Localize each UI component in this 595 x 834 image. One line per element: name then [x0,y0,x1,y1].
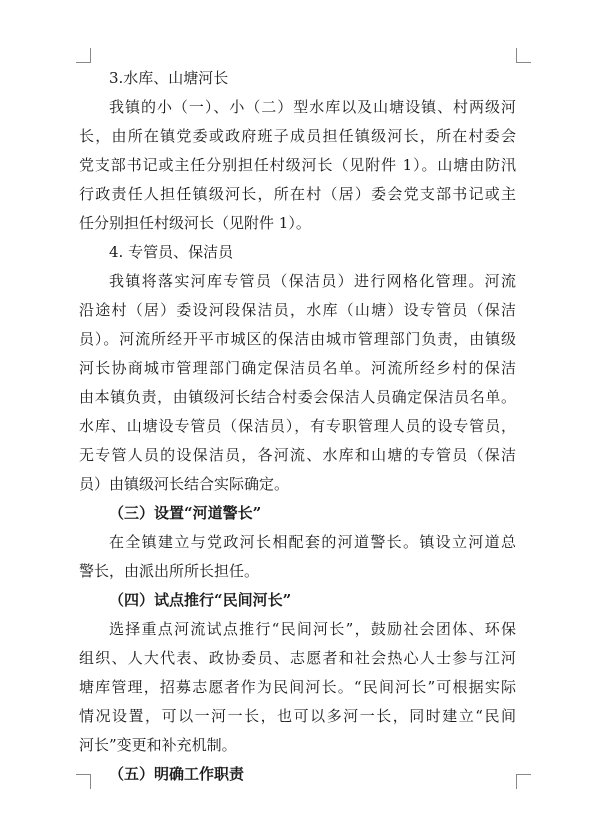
paragraph-line: 水库、山塘设专管员（保洁员），有专职管理人员的设专管员， [79,417,516,435]
section-heading-river-police: （三）设置“河道警长” [109,504,262,522]
crop-mark-top-left [76,48,91,63]
paragraph-line: 塘库管理，招募志愿者作为民间河长。“民间河长”可根据实际 [79,678,516,696]
section-heading-civil-river-chief: （四）试点推行“民间河长” [109,591,292,609]
paragraph-line: 我镇的小（一）、小（二）型水库以及山塘设镇、村两级河 [109,98,516,116]
subheading-reservoir-chief: 3.水库、山塘河长 [109,69,229,87]
document-body [79,64,516,789]
crop-mark-bottom-right [516,774,531,789]
paragraph-line: 组织、人大代表、政协委员、志愿者和社会热心人士参与江河 [79,649,516,667]
paragraph-line: 河长”变更和补充机制。 [79,736,237,754]
paragraph-line: 我镇将落实河库专管员（保洁员）进行网格化管理。河流 [109,272,516,290]
paragraph-line: 在全镇建立与党政河长相配套的河道警长。镇设立河道总 [109,533,516,551]
subheading-specialist-cleaner: 4. 专管员、保洁员 [109,243,234,261]
crop-mark-top-right [516,48,531,63]
paragraph-line: 由本镇负责，由镇级河长结合村委会保洁人员确定保洁员名单。 [79,388,516,406]
paragraph-line: 情况设置，可以一河一长，也可以多河一长，同时建立“民间 [79,707,516,725]
paragraph-line: 员）由镇级河长结合实际确定。 [79,475,290,493]
paragraph-line: 行政责任人担任镇级河长，所在村（居）委会党支部书记或主 [79,185,516,203]
paragraph-line: 党支部书记或主任分别担任村级河长（见附件 1）。山塘由防汛 [79,156,516,174]
paragraph-line: 长，由所在镇党委或政府班子成员担任镇级河长，所在村委会 [79,127,516,145]
paragraph-line: 无专管人员的设保洁员，各河流、水库和山塘的专管员（保洁 [79,446,516,464]
paragraph-line: 选择重点河流试点推行“民间河长”，鼓励社会团体、环保 [109,620,516,638]
paragraph-line: 警长，由派出所所长担任。 [79,562,260,580]
section-heading-work-duties: （五）明确工作职责 [109,765,245,783]
paragraph-line: 河长协商城市管理部门确定保洁员名单。河流所经乡村的保洁 [79,359,516,377]
paragraph-line: 沿途村（居）委设河段保洁员，水库（山塘）设专管员（保洁 [79,301,516,319]
paragraph-line: 员）。河流所经开平市城区的保洁由城市管理部门负责，由镇级 [79,330,516,348]
paragraph-line: 任分别担任村级河长（见附件 1）。 [79,214,311,232]
